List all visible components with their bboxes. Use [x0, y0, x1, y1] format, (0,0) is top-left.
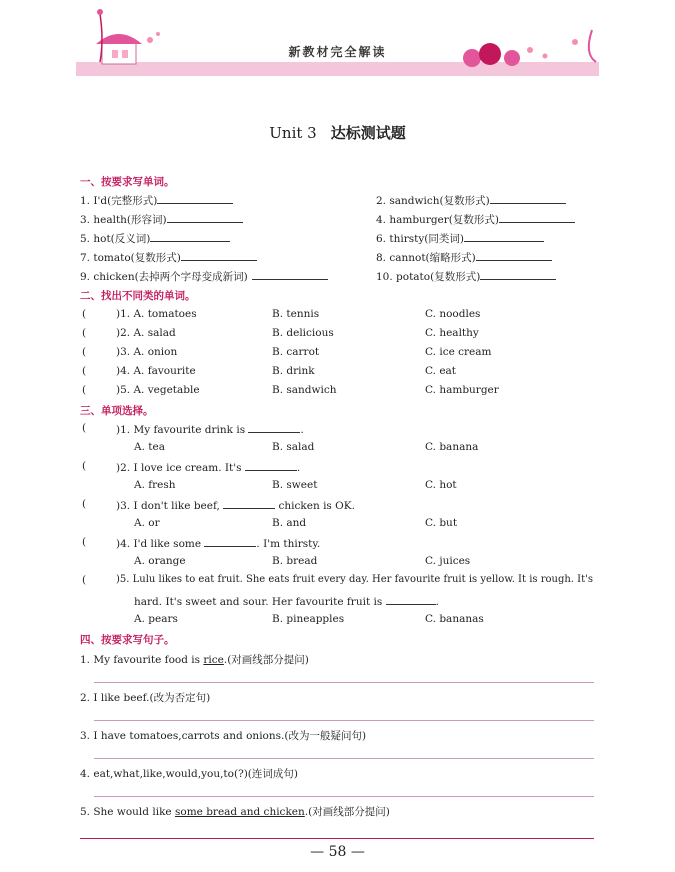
- option-a: )3. A. onion: [116, 346, 178, 358]
- sec1-item-8: 8. cannot(缩略形式): [376, 250, 552, 265]
- answer-paren[interactable]: (: [82, 536, 87, 548]
- banner-decoration-icon: [0, 0, 675, 82]
- answer-blank[interactable]: [167, 212, 243, 223]
- answer-blank[interactable]: [386, 594, 436, 605]
- sec1-item-7: 7. tomato(复数形式): [80, 250, 257, 265]
- answer-paren[interactable]: (: [82, 365, 87, 377]
- option-a: )2. A. salad: [116, 327, 176, 339]
- option-a: A. orange: [134, 555, 186, 567]
- answer-paren[interactable]: (: [82, 422, 87, 434]
- answer-line[interactable]: [94, 758, 594, 759]
- answer-line[interactable]: [94, 682, 594, 683]
- option-c: C. but: [425, 517, 458, 529]
- sec4-sentence-3: 3. I have tomatoes,carrots and onions.(改为一般疑问句): [80, 730, 367, 742]
- option-c: C. hot: [425, 479, 457, 491]
- option-c: C. juices: [425, 555, 471, 567]
- page-title: [0, 122, 675, 143]
- option-b: B. and: [272, 517, 307, 529]
- answer-blank[interactable]: [204, 536, 256, 547]
- answer-line[interactable]: [94, 720, 594, 721]
- sec1-item-10: 10. potato(复数形式): [376, 269, 556, 284]
- answer-blank[interactable]: [248, 422, 300, 433]
- sec1-item-2: 2. sandwich(复数形式): [376, 193, 566, 208]
- option-c: C. hamburger: [425, 384, 499, 396]
- answer-blank[interactable]: [464, 231, 544, 242]
- answer-blank[interactable]: [150, 231, 230, 242]
- sec3-q4-stem: )4. I'd like some . I'm thirsty.: [116, 538, 321, 550]
- option-a: A. or: [134, 517, 160, 529]
- answer-paren[interactable]: (: [82, 327, 87, 339]
- answer-paren[interactable]: (: [82, 460, 87, 472]
- section-3-title: 三、单项选择。: [80, 405, 154, 417]
- sec4-sentence-1: 1. My favourite food is rice.(对画线部分提问): [80, 654, 309, 666]
- section-2-title: 二、找出不同类的单词。: [80, 290, 196, 302]
- unit-title-text: 达标测试题: [330, 124, 406, 142]
- option-b: B. drink: [272, 365, 315, 377]
- sec3-q1-stem: )1. My favourite drink is .: [116, 424, 304, 436]
- option-b: B. salad: [272, 441, 315, 453]
- answer-blank[interactable]: [223, 498, 275, 509]
- option-c: C. noodles: [425, 308, 481, 320]
- option-a: A. fresh: [134, 479, 176, 491]
- option-a: )4. A. favourite: [116, 365, 196, 377]
- sec1-item-6: 6. thirsty(同类词): [376, 231, 544, 246]
- answer-paren[interactable]: (: [82, 308, 87, 320]
- sec1-item-1: 1. I'd(完整形式): [80, 193, 233, 208]
- answer-blank[interactable]: [490, 193, 566, 204]
- option-a: A. tea: [134, 441, 165, 453]
- answer-blank[interactable]: [252, 269, 328, 280]
- sec1-item-9: 9. chicken(去掉两个字母变成新词): [80, 269, 328, 284]
- option-c: C. bananas: [425, 613, 484, 625]
- answer-paren[interactable]: (: [82, 498, 87, 510]
- option-b: B. pineapples: [272, 613, 345, 625]
- sec3-q5-stem: )5. Lulu likes to eat fruit. She eats fruit every day. Her favourite fruit is yellow. It is rough. It's: [116, 574, 593, 585]
- option-a: )5. A. vegetable: [116, 384, 200, 396]
- sec4-sentence-5: 5. She would like some bread and chicken.(对画线部分提问): [80, 806, 390, 818]
- answer-blank[interactable]: [245, 460, 297, 471]
- sec3-q2-stem: )2. I love ice cream. It's .: [116, 462, 301, 474]
- sec1-item-3: 3. health(形容词): [80, 212, 243, 227]
- option-b: B. delicious: [272, 327, 334, 339]
- header-title: 新教材完全解读: [288, 45, 387, 59]
- option-c: C. eat: [425, 365, 457, 377]
- unit-label: Unit 3: [269, 124, 317, 142]
- option-a: A. pears: [134, 613, 178, 625]
- answer-line[interactable]: [94, 796, 594, 797]
- section-1-title: 一、按要求写单词。: [80, 176, 175, 188]
- sec1-item-4: 4. hamburger(复数形式): [376, 212, 575, 227]
- option-b: B. sweet: [272, 479, 318, 491]
- option-b: B. bread: [272, 555, 318, 567]
- answer-blank[interactable]: [157, 193, 233, 204]
- answer-blank[interactable]: [181, 250, 257, 261]
- page-number: — 58 —: [310, 844, 365, 860]
- answer-paren[interactable]: (: [82, 346, 87, 358]
- answer-blank[interactable]: [476, 250, 552, 261]
- option-c: C. banana: [425, 441, 479, 453]
- section-4-title: 四、按要求写句子。: [80, 634, 175, 646]
- option-c: C. ice cream: [425, 346, 492, 358]
- sec4-sentence-4: 4. eat,what,like,would,you,to(?)(连词成句): [80, 768, 298, 780]
- sec4-sentence-2: 2. I like beef.(改为否定句): [80, 692, 211, 704]
- footer-divider: [80, 838, 594, 839]
- option-c: C. healthy: [425, 327, 479, 339]
- answer-paren[interactable]: (: [82, 574, 87, 586]
- sec3-q5-stem-2: hard. It's sweet and sour. Her favourite fruit is .: [134, 596, 439, 608]
- sec1-item-5: 5. hot(反义词): [80, 231, 230, 246]
- option-b: B. carrot: [272, 346, 320, 358]
- sec3-q3-stem: )3. I don't like beef, chicken is OK.: [116, 500, 355, 512]
- answer-blank[interactable]: [480, 269, 556, 280]
- option-b: B. tennis: [272, 308, 320, 320]
- answer-blank[interactable]: [499, 212, 575, 223]
- header-banner: [0, 0, 675, 82]
- option-a: )1. A. tomatoes: [116, 308, 197, 320]
- answer-paren[interactable]: (: [82, 384, 87, 396]
- option-b: B. sandwich: [272, 384, 337, 396]
